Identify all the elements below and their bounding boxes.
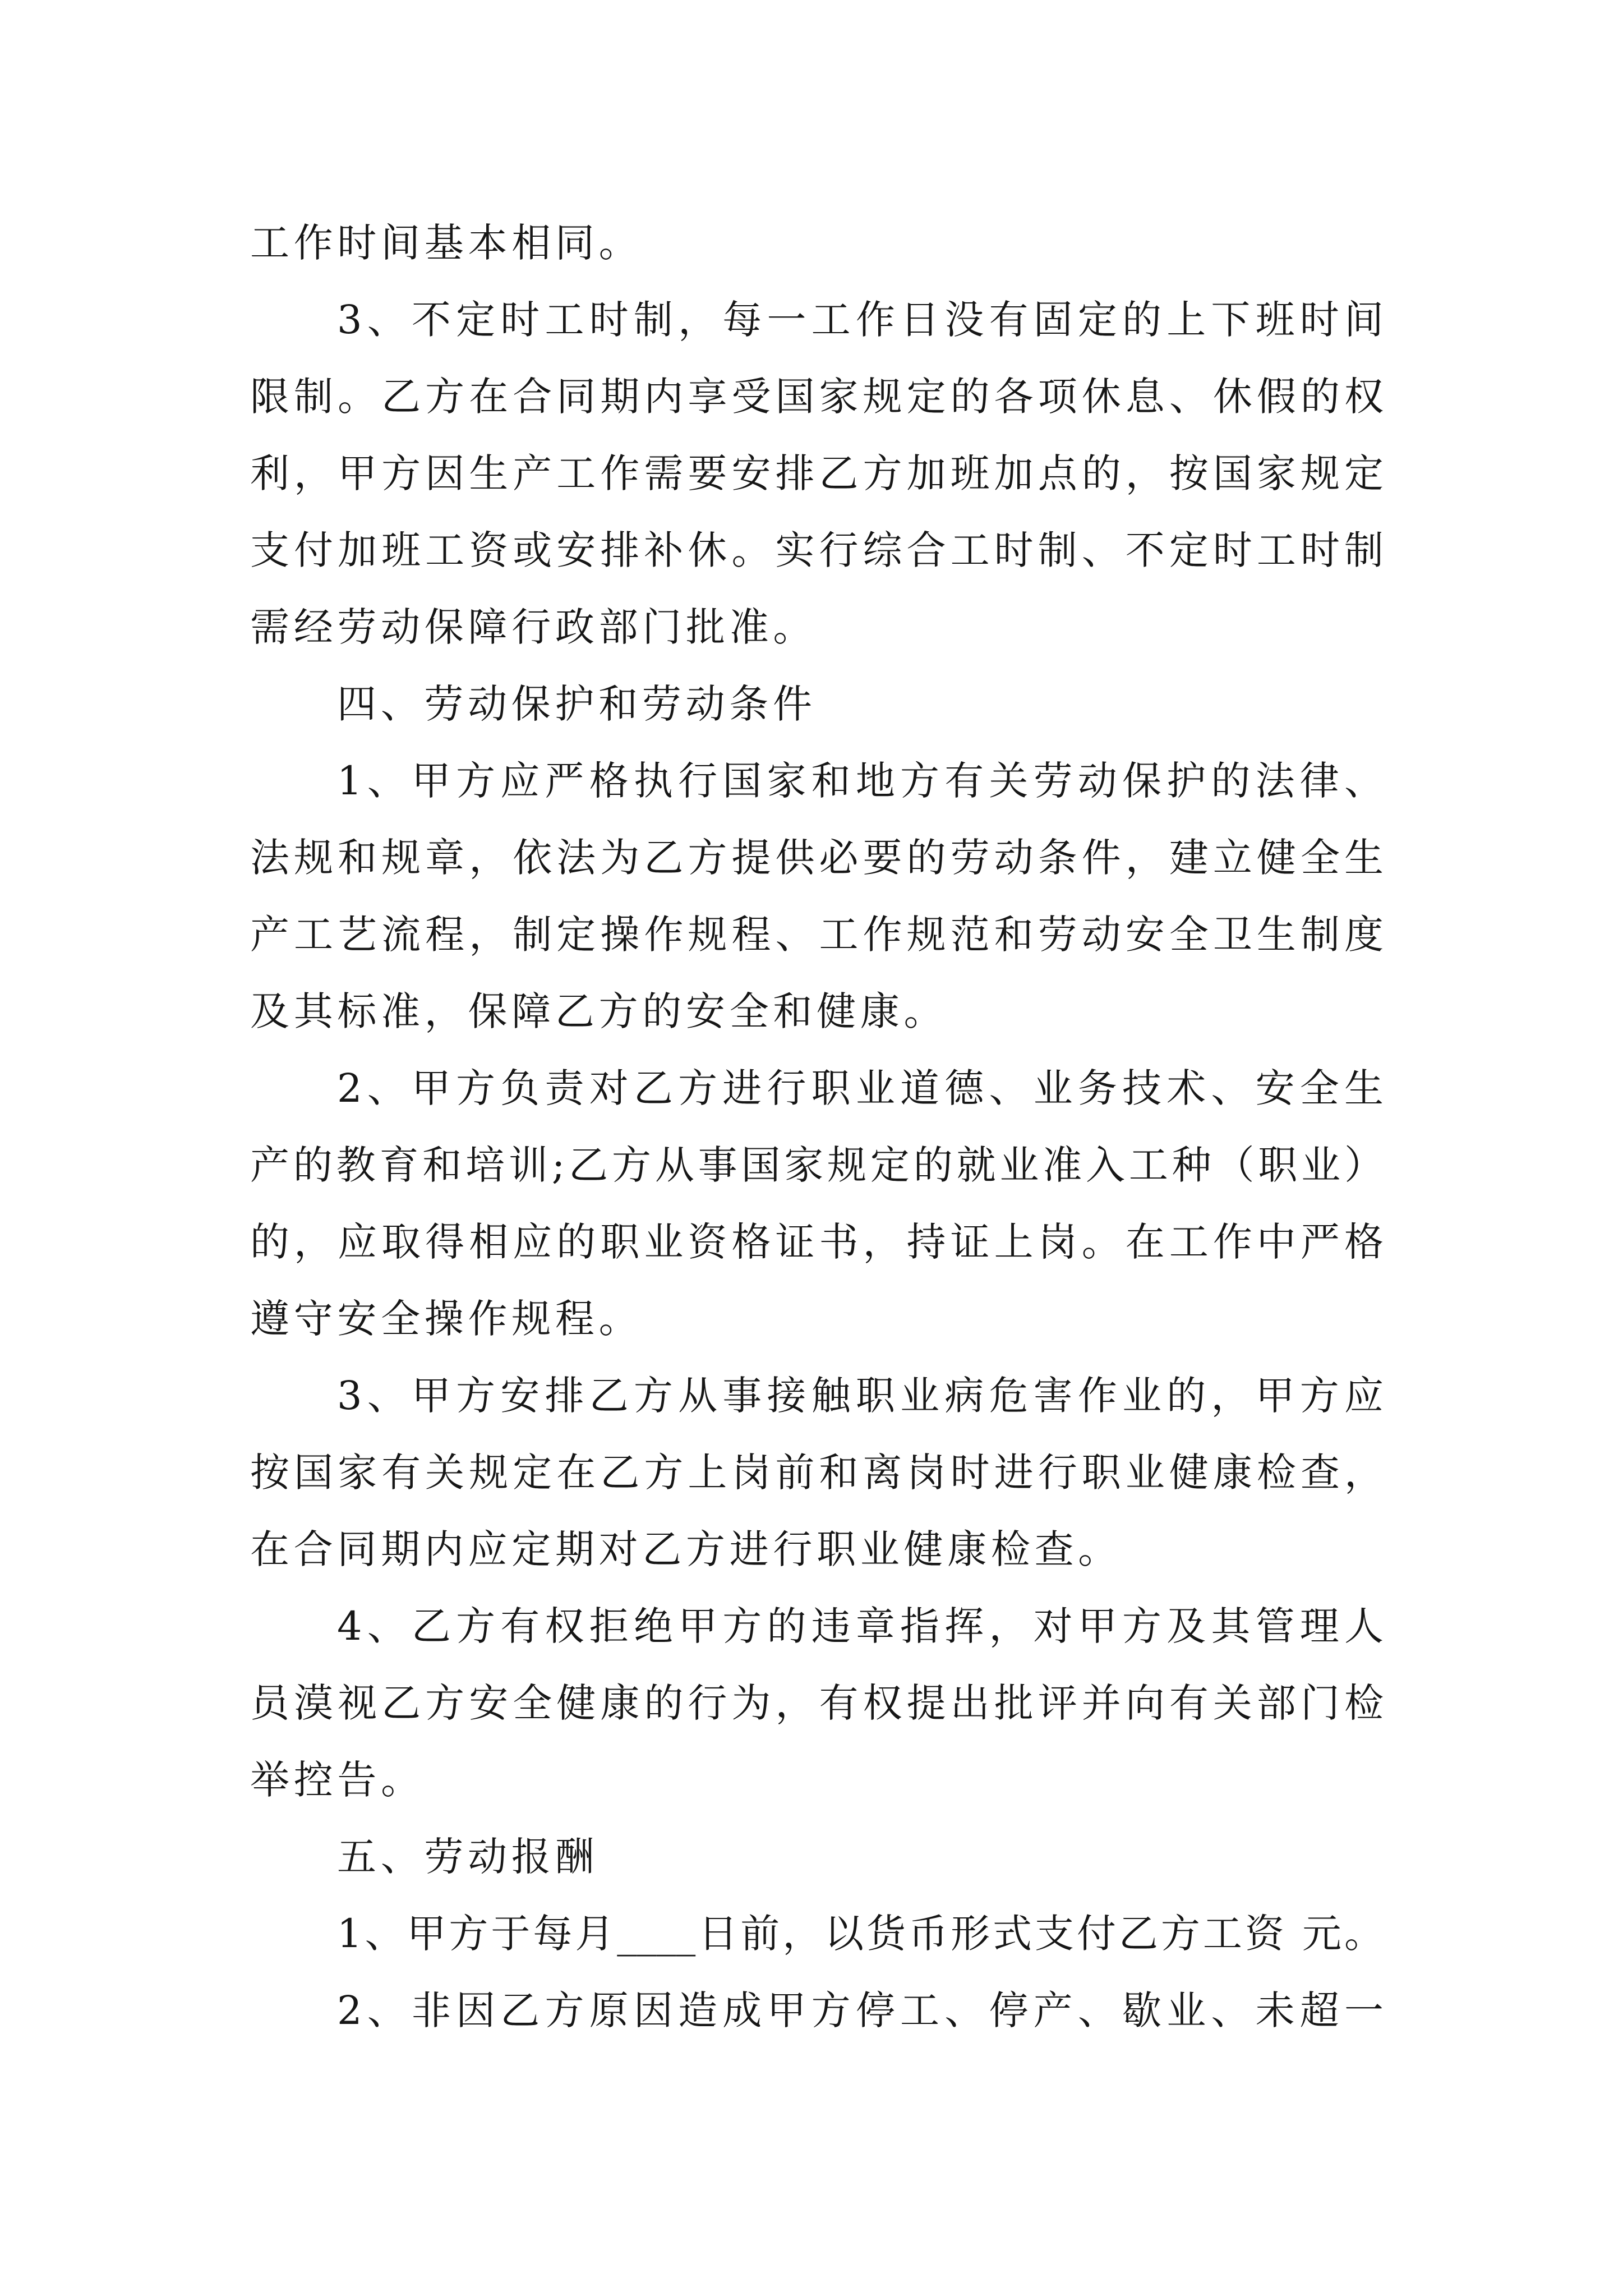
paragraph <box>250 743 1384 1050</box>
text-line: 员漠视乙方安全健康的行为，有权提出批评并向有关部门检 <box>250 1680 1384 1726</box>
text-line: 1、甲方应严格执行国家和地方有关劳动保护的法律、 <box>337 758 1384 804</box>
text-line: 工作时间基本相同。 <box>250 220 643 266</box>
paragraph <box>250 282 1384 666</box>
section-heading <box>250 666 1384 743</box>
paragraph <box>250 1972 1384 2049</box>
text-line: 遵守安全操作规程。 <box>250 1296 643 1342</box>
text-line: 法规和规章，依法为乙方提供必要的劳动条件，建立健全生 <box>250 835 1384 881</box>
text-line: 2、甲方负责对乙方进行职业道德、业务技术、安全生 <box>337 1065 1384 1111</box>
paragraph <box>250 1050 1384 1358</box>
section-heading-text: 五、劳动报酬 <box>337 1834 599 1880</box>
text-line: 3、不定时工时制，每一工作日没有固定的上下班时间 <box>337 297 1384 343</box>
text-line: 4、乙方有权拒绝甲方的违章指挥，对甲方及其管理人 <box>337 1603 1384 1649</box>
text-line: 产工艺流程，制定操作规程、工作规范和劳动安全卫生制度 <box>250 912 1384 958</box>
text-line: 3、甲方安排乙方从事接触职业病危害作业的，甲方应 <box>337 1373 1384 1419</box>
paragraph <box>250 1588 1384 1819</box>
text-line: 的，应取得相应的职业资格证书，持证上岗。在工作中严格 <box>250 1219 1384 1265</box>
section-heading <box>250 1819 1384 1895</box>
text-line: 及其标准，保障乙方的安全和健康。 <box>250 988 948 1034</box>
text-line: 限制。乙方在合同期内享受国家规定的各项休息、休假的权 <box>250 374 1384 420</box>
text-line: 1、甲方于每月____日前，以货币形式支付乙方工资 元。 <box>337 1911 1384 1957</box>
text-line: 在合同期内应定期对乙方进行职业健康检查。 <box>250 1526 1122 1572</box>
paragraph <box>250 205 1384 282</box>
text-line: 产的教育和培训;乙方从事国家规定的就业准入工种（职业） <box>250 1142 1384 1188</box>
paragraph <box>250 1358 1384 1588</box>
text-line: 需经劳动保障行政部门批准。 <box>250 604 817 650</box>
document-body <box>250 205 1384 2049</box>
text-line: 2、非因乙方原因造成甲方停工、停产、歇业、未超一 <box>337 1987 1384 2033</box>
text-line: 按国家有关规定在乙方上岗前和离岗时进行职业健康检查， <box>250 1450 1384 1496</box>
text-line: 举控告。 <box>250 1757 425 1803</box>
text-line: 支付加班工资或安排补休。实行综合工时制、不定时工时制 <box>250 527 1384 573</box>
section-heading-text: 四、劳动保护和劳动条件 <box>337 681 817 727</box>
paragraph <box>250 1895 1384 1972</box>
text-line: 利，甲方因生产工作需要安排乙方加班加点的，按国家规定 <box>250 450 1384 496</box>
